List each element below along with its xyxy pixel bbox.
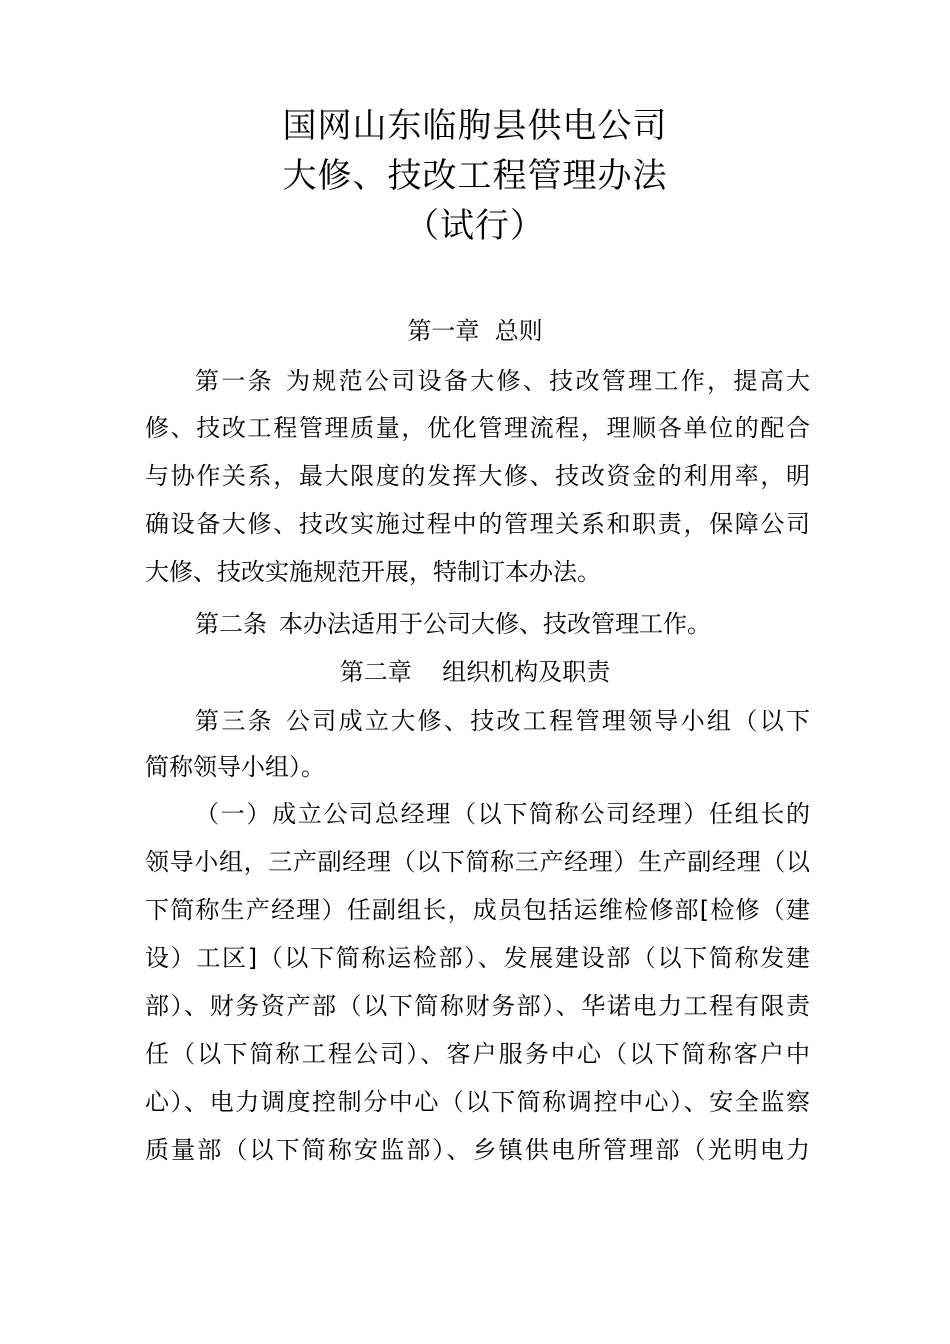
clause1-line1: （一）成立公司总经理（以下简称公司经理）任组长的 xyxy=(195,800,810,828)
article2-text: 本办法适用于公司大修、技改管理工作。 xyxy=(279,610,711,638)
article3-line2: 简称领导小组）。 xyxy=(145,753,325,781)
article3-line1 xyxy=(195,705,810,737)
article3-number: 第三条 xyxy=(195,707,274,735)
clause1-line3: 下简称生产经理）任副组长，成员包括运维检修部[检修（建 xyxy=(145,896,810,924)
article1-line3: 与协作关系，最大限度的发挥大修、技改资金的利用率，明 xyxy=(145,462,810,490)
document-title-line1: 国网山东临朐县供电公司 xyxy=(282,106,668,146)
article1-line2: 修、技改工程管理质量，优化管理流程，理顺各单位的配合 xyxy=(145,414,810,442)
article1-text: 为规范公司设备大修、技改管理工作，提高大 xyxy=(285,367,811,395)
article1-number: 第一条 xyxy=(195,367,274,395)
article3-text: 公司成立大修、技改工程管理领导小组（以下 xyxy=(285,707,811,735)
article1-line5: 大修、技改实施规范开展，特制订本办法。 xyxy=(145,558,601,586)
document-title-line2: 大修、技改工程管理办法 xyxy=(282,156,668,196)
article2-number: 第二条 xyxy=(195,610,267,638)
clause1-line7: 心）、电力调度控制分中心（以下简称调控中心）、安全监察 xyxy=(145,1088,810,1116)
clause1-line4: 设）工区]（以下简称运检部）、发展建设部（以下简称发建 xyxy=(145,944,810,972)
document-title-line3: （试行） xyxy=(405,206,545,246)
clause1-line5: 部）、财务资产部（以下简称财务部）、华诺电力工程有限责 xyxy=(145,992,810,1020)
clause1-line2: 领导小组，三产副经理（以下简称三产经理）生产副经理（以 xyxy=(145,848,810,876)
clause1-line6: 任（以下简称工程公司）、客户服务中心（以下简称客户中 xyxy=(145,1040,810,1068)
chapter2-heading: 第二章 组织机构及职责 xyxy=(339,658,611,686)
article2-line1 xyxy=(195,608,810,640)
chapter1-heading: 第一章 总则 xyxy=(407,317,543,345)
clause1-line8: 质量部（以下简称安监部）、乡镇供电所管理部（光明电力 xyxy=(145,1136,810,1164)
article1-line4: 确设备大修、技改实施过程中的管理关系和职责，保障公司 xyxy=(145,510,810,538)
article1-line1 xyxy=(195,365,810,397)
